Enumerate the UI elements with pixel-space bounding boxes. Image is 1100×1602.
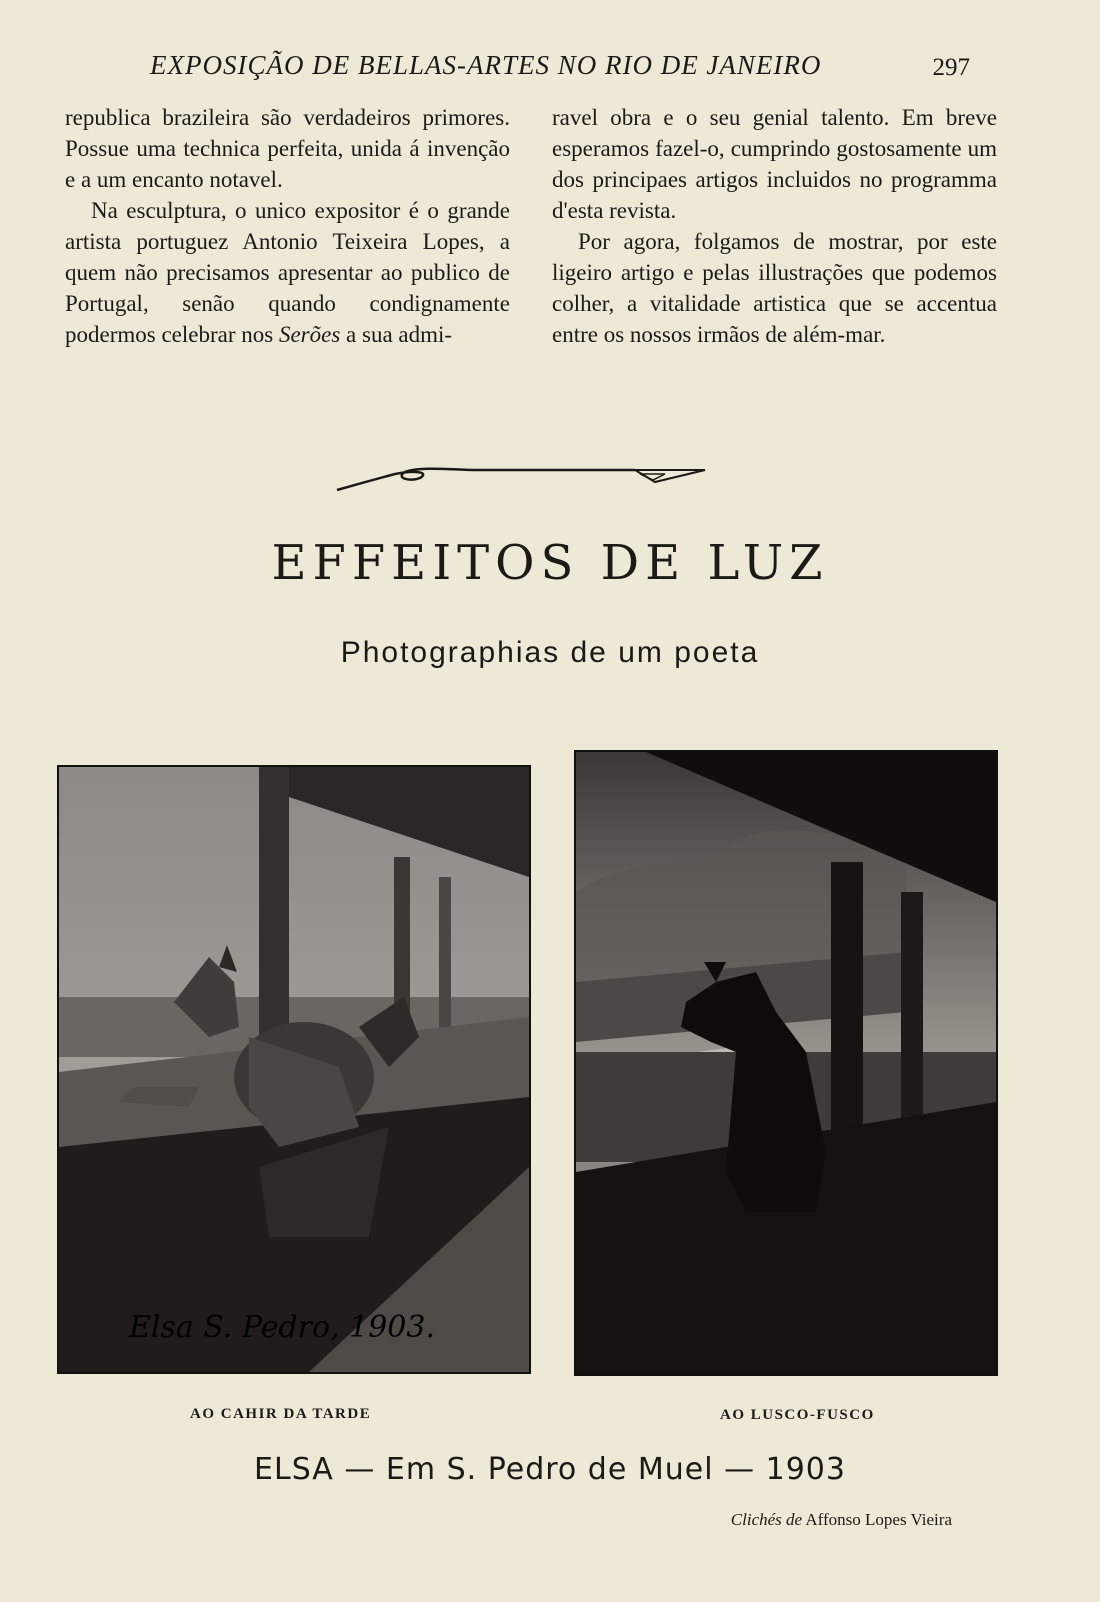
paragraph-text: Na esculptura, o unico expositor é o grande artista portuguez Antonio Teixeira Lopes, a quem não precisamos apresentar ao publico de Portugal, senão quando condignamente podermos celebrar nos (65, 198, 510, 347)
paragraph: ravel obra e o seu genial talento. Em breve esperamos fazel-o, cumprindo gostosamente um dos principaes artigos incluidos no programma d'esta revista. (552, 105, 997, 223)
running-title: EXPOSIÇÃO DE BELLAS-ARTES NO RIO DE JANEIRO (150, 50, 822, 80)
paragraph: republica brazileira são verdadeiros primores. Possue uma technica perfeita, unida á invenção e a um encanto notavel. (65, 105, 510, 192)
photo-caption: AO CAHIR DA TARDE (190, 1406, 372, 1422)
section-title: EFFEITOS DE LUZ (271, 535, 829, 591)
running-head (140, 48, 970, 88)
photo-image (59, 767, 529, 1372)
credits-label: Clichés de (730, 1510, 803, 1529)
section-subtitle: Photographias de um poeta (340, 636, 760, 669)
text-column-left (65, 102, 510, 350)
paragraph (65, 195, 510, 350)
photo-dog-at-dusk (57, 765, 531, 1374)
text-column-right (552, 102, 997, 350)
photo-dog-at-twilight (574, 750, 998, 1376)
photo-caption: AO LUSCO-FUSCO (720, 1407, 875, 1423)
periodical-title: Serões (278, 322, 341, 347)
photo-series-caption: ELSA — Em S. Pedro de Muel — 1903 (254, 1452, 846, 1487)
photo-image (576, 752, 996, 1374)
photo-inscription: Elsa S. Pedro, 1903. (129, 1310, 436, 1345)
decorative-rule-ornament (335, 460, 725, 500)
paragraph: Por agora, folgamos de mostrar, por este ligeiro artigo e pelas illustrações que podemos colher, a vitalidade artistica que se accentua entre os nossos irmãos de além-mar. (552, 229, 997, 347)
page-number: 297 (932, 54, 970, 81)
credits-name: Affonso Lopes Vieira (805, 1510, 952, 1529)
photo-credits (731, 1510, 952, 1530)
paragraph-text: a sua admi- (340, 322, 453, 347)
